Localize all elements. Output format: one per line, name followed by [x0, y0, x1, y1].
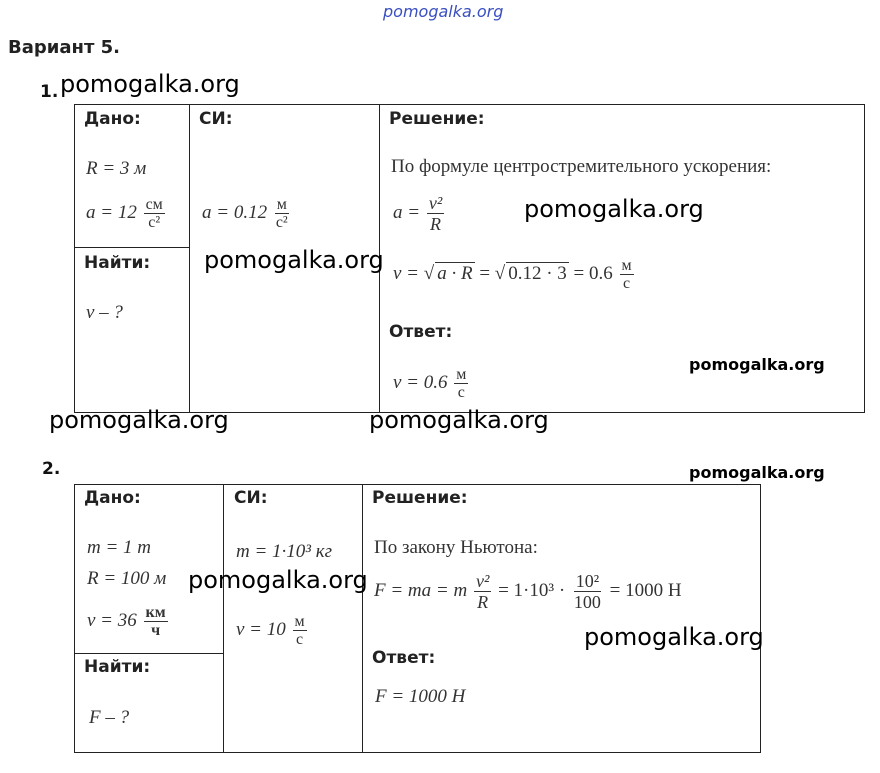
site-watermark-header: pomogalka.org — [383, 2, 504, 21]
problem2-find-header: Найти: — [84, 657, 151, 677]
problem1-given-header: Дано: — [84, 109, 141, 129]
given-v-value: v = 36 — [87, 609, 137, 631]
frac-num: 10² — [575, 571, 600, 591]
watermark: pomogalka.org — [689, 355, 825, 374]
problem1-answer-header: Ответ: — [389, 322, 453, 342]
problem2-given-header: Дано: — [84, 488, 141, 508]
si-a-value: a = 0.12 — [202, 201, 268, 223]
answer-value: v = 0.6 — [393, 371, 448, 393]
watermark: pomogalka.org — [60, 70, 240, 98]
unit-num: м — [456, 366, 467, 383]
problem1-si-header: СИ: — [199, 109, 233, 129]
problem2-given-v — [87, 604, 170, 639]
formula-lhs: v = — [393, 262, 420, 284]
problem2-solution-text: По закону Ньютона: — [374, 537, 538, 558]
variant-title: Вариант 5. — [8, 37, 121, 58]
unit-den: с² — [148, 214, 161, 231]
given-v-unit — [144, 604, 168, 639]
formula-unit — [620, 257, 634, 292]
watermark: pomogalka.org — [369, 406, 549, 434]
frac-den: 100 — [573, 592, 601, 612]
problem1-given-r: R = 3 м — [86, 158, 147, 179]
formula-frac — [572, 571, 603, 612]
formula-frac — [474, 571, 491, 612]
problem2-number: 2. — [42, 459, 61, 479]
problem1-given-a — [86, 196, 167, 231]
given-a-value: a = 12 — [86, 201, 137, 223]
problem1-formula2 — [393, 257, 636, 292]
problem1-solution-text: По формуле центростремительного ускорения: — [391, 156, 772, 177]
formula-rhs: = 0.6 — [573, 262, 613, 284]
problem2-si-header: СИ: — [234, 488, 268, 508]
watermark: pomogalka.org — [49, 406, 229, 434]
problem2-answer-header: Ответ: — [372, 648, 436, 668]
unit-den: с — [296, 631, 304, 648]
problem2-given-m: m = 1 т — [87, 537, 152, 558]
problem1-formula1 — [393, 193, 446, 234]
problem2-given-r: R = 100 м — [87, 568, 167, 589]
frac-num: v² — [428, 193, 443, 213]
problem2-formula — [374, 571, 682, 612]
formula-frac — [427, 193, 444, 234]
watermark: pomogalka.org — [689, 463, 825, 482]
unit-den: с — [457, 384, 465, 401]
formula-lhs: a = — [393, 201, 421, 223]
si-v-value: v = 10 — [236, 618, 286, 640]
frac-den: R — [430, 214, 442, 234]
equals: = — [479, 262, 491, 284]
unit-den: с² — [275, 214, 288, 231]
problem1-find-v: v – ? — [86, 302, 123, 323]
si-v-unit — [293, 613, 307, 648]
problem2-si-m: m = 1·10³ кг — [236, 541, 333, 562]
problem1-si-a — [202, 196, 292, 231]
given-a-unit — [144, 196, 165, 231]
sqrt-icon: √ — [423, 262, 435, 284]
formula-part: = 1000 Н — [609, 579, 682, 601]
radicand: a · R — [437, 262, 473, 284]
problem2-solution-header: Решение: — [372, 488, 468, 508]
formula-part: = 1·10³ · — [498, 579, 566, 601]
sqrt-icon: √ — [494, 262, 506, 284]
problem1-answer — [393, 366, 470, 401]
radicand: 0.12 · 3 — [508, 262, 567, 284]
unit-num: см — [145, 196, 163, 213]
unit-num: м — [276, 196, 287, 213]
unit-den: ч — [151, 622, 161, 639]
problem1-solution-header: Решение: — [389, 109, 485, 129]
watermark: pomogalka.org — [584, 623, 764, 651]
formula-part: F = ma = m — [374, 579, 468, 601]
si-a-unit — [274, 196, 290, 231]
problem2-answer: F = 1000 Н — [375, 686, 466, 707]
answer-unit — [454, 366, 468, 401]
problem2-si-v — [236, 613, 309, 648]
watermark: pomogalka.org — [524, 195, 704, 223]
problem2-find-f: F – ? — [89, 707, 130, 728]
problem1-number: 1. — [40, 82, 59, 102]
unit-num: м — [621, 257, 632, 274]
frac-den: R — [477, 592, 489, 612]
unit-num: км — [145, 604, 166, 621]
unit-den: с — [623, 275, 631, 292]
frac-num: v² — [475, 571, 490, 591]
problem1-find-header: Найти: — [84, 253, 151, 273]
watermark: pomogalka.org — [188, 566, 368, 594]
watermark: pomogalka.org — [204, 246, 384, 274]
unit-num: м — [294, 613, 305, 630]
